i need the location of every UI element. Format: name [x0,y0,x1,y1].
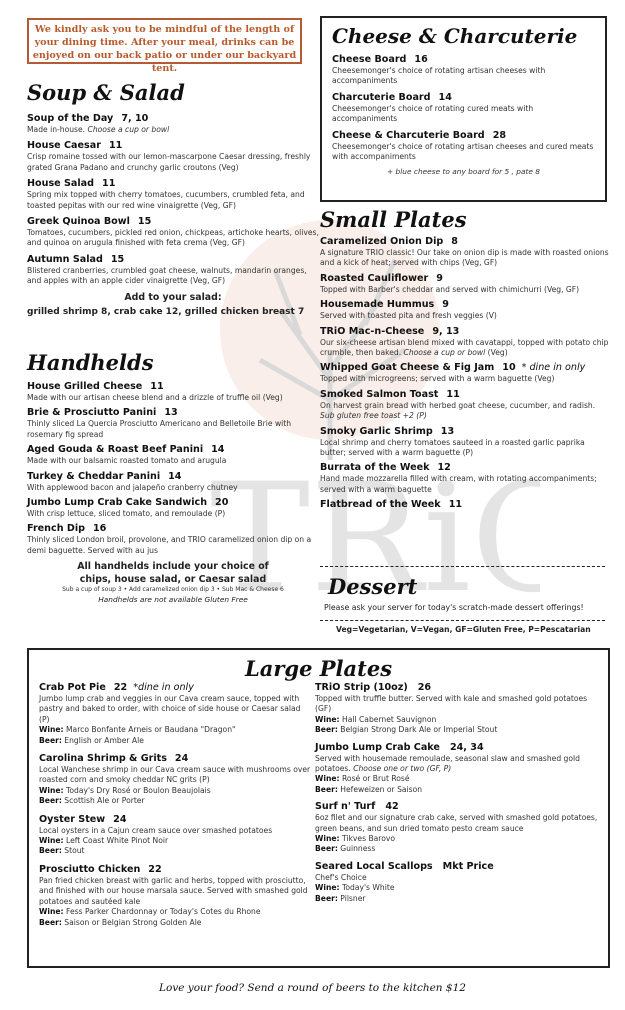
small-plate-item [320,326,610,359]
large-plate-wine-pairing [315,883,605,893]
cheese-item-name: Charcuterie Board [332,91,431,103]
large-plate-item [315,801,605,855]
handheld-item-name: French Dip [27,523,85,535]
small-plate-item-desc [320,474,610,495]
large-plate-beer-pairing [39,796,311,806]
small-plate-item-name: Whipped Goat Cheese & Fig Jam [320,362,495,374]
footer-kitchen-beer: Love your food? Send a round of beers to the kitchen $12 [159,982,466,994]
soup-item-desc [27,152,319,173]
large-plate-item-name: Jumbo Lump Crab Cake [315,741,440,753]
cheese-item-desc [332,104,595,125]
small-plate-item-desc-tail: (Veg) [485,348,508,358]
small-plate-item-desc-text: Local shrimp and cherry tomatoes sauteed in a roasted garlic paprika butter; served with a warm baguette (P) [320,437,585,458]
beer-value: Guinness [340,844,376,854]
soup-item-name: House Salad [27,178,95,190]
large-plate-item-desc [39,694,311,725]
soup-item-name: Greek Quinoa Bowl [27,216,130,228]
small-plate-item-name: TRiO Mac-n-Cheese [320,325,425,337]
small-plate-item-desc-italic: Sub gluten free toast +2 (P) [320,411,427,421]
wine-value: Marco Bonfante Arneis or Baudana "Dragon" [66,725,236,735]
cheese-item [332,92,595,125]
soup-item-price: 11 [108,140,123,152]
beer-label: Beer: [39,846,62,856]
cheese-item [332,54,595,87]
small-plate-item [320,299,610,321]
large-plate-wine-pairing [315,715,605,725]
handheld-item [27,523,319,556]
small-plate-item-desc [320,311,610,321]
large-plates-title: Large Plates [244,656,393,681]
large-plate-item-name: Oyster Stew [39,813,106,825]
handheld-item-desc-text: With applewood bacon and jalapeño cranberry chutney [27,482,238,492]
large-plate-item-name: Seared Local Scallops [315,860,433,872]
large-plate-item-desc [315,813,605,834]
dessert-bottom-divider [320,620,605,621]
large-plate-item [39,682,311,746]
handheld-item-desc-text: Made with our balsamic roasted tomato and arugula [27,456,227,466]
soup-item-price: 7, 10 [121,113,149,124]
handheld-item-desc [27,456,319,466]
handheld-choice-line2: chips, house salad, or Caesar salad [79,574,267,586]
large-plate-item-desc-text: Chef's Choice [315,872,367,882]
small-plate-item [320,462,610,495]
large-plate-beer-pairing [315,894,605,904]
small-plate-item-price: 11 [448,499,463,511]
handheld-item [27,444,319,466]
large-plate-item-desc-text: Served with housemade remoulade, seasonal slaw and smashed gold potatoes. [315,753,580,774]
small-plate-item-desc-text: Hand made mozzarella filled with cream, with rotating accompaniments; served with a warm baguette [320,474,597,494]
small-plate-item-name: Smoky Garlic Shrimp [320,425,433,437]
large-plate-item [39,814,311,857]
handheld-item-name: Jumbo Lump Crab Cake Sandwich [27,497,208,509]
large-plate-item-name: Prosciutto Chicken [39,863,141,875]
small-plate-item-name: Caramelized Onion Dip [320,236,444,247]
cheese-item [332,130,595,163]
handheld-item-desc-text: Thinly sliced London broil, provolone, and TRIO caramelized onion dip on a demi baguette. Served with au jus [27,535,312,555]
large-plate-item-desc-text: Jumbo lump crab and veggies in our Cava cream sauce, topped with pastry and baked to order, with choice of side house or Caesar salad (P) [39,694,301,724]
small-plate-item-price: 13 [440,425,455,437]
small-plate-item-price: 9, 13 [432,325,460,337]
wine-value: Tikves Barovo [342,834,396,844]
small-plate-item [320,499,610,511]
handhelds-title: Handhelds [27,350,154,375]
soup-item-desc-text: Blistered cranberries, crumbled goat cheese, walnuts, mandarin oranges, and apples with an apple cider vinaigrette (Veg, GF) [27,265,307,286]
handheld-item-name: House Grilled Cheese [27,381,143,392]
handheld-item-name: Aged Gouda & Roast Beef Panini [27,444,204,456]
beer-value: Stout [64,846,85,856]
soup-item-price: 11 [102,178,116,190]
soup-item [27,216,319,249]
handheld-item-price: 14 [168,470,182,482]
soup-item-name: Autumn Salad [27,253,103,265]
small-plate-item [320,362,610,384]
large-plate-beer-pairing [315,725,605,735]
soup-salad-section [27,80,319,317]
handheld-item-price: 11 [150,381,164,392]
small-plate-item-price: 12 [437,462,451,474]
wine-label: Wine: [315,834,340,844]
soup-salad-title: Soup & Salad [27,80,185,105]
small-plate-item-name: Smoked Salmon Toast [320,388,439,400]
large-plate-wine-pairing [39,786,311,796]
large-plate-item [39,864,311,928]
large-plate-item-name: TRiO Strip (10oz) [315,682,408,693]
large-plate-item-tag: *dine in only [133,682,194,693]
cheese-charcuterie-section [320,16,607,202]
small-plate-item-desc-italic: Choose a cup or bowl [403,348,486,358]
large-plate-item-desc-text: Local Wanchese shrimp in our Cava cream sauce with mushrooms over roasted corn and smoky cheddar NC grits (P) [39,765,311,785]
large-plate-item [315,861,605,904]
small-plate-item-desc [320,338,610,359]
cheese-item-name: Cheese Board [332,54,407,65]
cheese-item-desc-text: Cheesemonger's choice of rotating artisan cheeses and cured meats with accompaniments [332,141,594,162]
cheese-item-desc [332,66,595,87]
large-plate-wine-pairing [39,907,311,917]
small-plates-title: Small Plates [320,207,467,232]
cheese-item-name: Cheese & Charcuterie Board [332,129,485,141]
beer-label: Beer: [39,796,62,806]
large-plate-beer-pairing [315,844,605,854]
large-plate-item-desc [315,694,605,715]
wine-label: Wine: [39,836,64,846]
handheld-item-desc-text: With crisp lettuce, sliced tomato, and remoulade (P) [27,509,226,519]
large-plate-beer-pairing [315,785,605,795]
wine-label: Wine: [39,907,64,917]
small-plate-item-name: Flatbread of the Week [320,499,441,511]
large-plate-item-price: Mkt Price [442,860,494,872]
small-plate-item-desc-text: Served with toasted pita and fresh veggies (V) [320,311,497,321]
large-plate-item-name: Carolina Shrimp & Grits [39,753,167,765]
handheld-item-price: 13 [164,407,178,419]
small-plate-item-desc-text: A signature TRIO classic! Our take on onion dip is made with roasted onions and a kick of heat; served with chips (Veg, GF) [320,248,609,268]
beer-label: Beer: [315,893,338,903]
dining-time-notice: We kindly ask you to be mindful of the length of your dining time. After your meal, drinks can be enjoyed on our back patio or under our backyard tent. [27,18,302,64]
beer-label: Beer: [315,784,338,794]
wine-value: Today's White [342,883,395,893]
small-plate-item-price: 8 [451,236,458,247]
small-plate-item-desc [320,438,610,459]
soup-item-desc [27,125,319,135]
small-plate-item-price: 9 [436,272,443,284]
soup-item [27,254,319,287]
large-plate-item-price: 26 [417,682,432,693]
soup-item-price: 15 [137,216,152,228]
wine-value: Rosé or Brut Rosé [342,774,410,784]
large-plate-item-desc [39,876,311,907]
large-plate-item-desc-text: Local oysters in a Cajun cream sauce over smashed potatoes [39,825,273,835]
dessert-title: Dessert [328,574,418,599]
handheld-choice-line1: All handhelds include your choice of [77,561,269,573]
large-plate-item [315,682,605,736]
cheese-item-desc-text: Cheesemonger's choice of rotating cured meats with accompaniments [332,103,534,124]
large-plate-wine-pairing [39,725,311,735]
beer-value: Belgian Strong Dark Ale or Imperial Stout [340,725,498,735]
wine-value: Hall Cabernet Sauvignon [342,714,437,724]
large-plate-item-price: 24, 34 [449,741,484,753]
handheld-item [27,381,319,403]
large-plate-beer-pairing [39,846,311,856]
dessert-top-divider [320,566,605,567]
handheld-item [27,407,319,440]
large-plate-item-desc-text: Topped with truffle butter. Served with kale and smashed gold potatoes (GF) [315,694,588,714]
large-plate-wine-pairing [39,836,311,846]
beer-value: Scottish Ale or Porter [64,796,145,806]
handheld-item-desc-text: Made with our artisan cheese blend and a drizzle of truffle oil (Veg) [27,393,283,402]
large-plates-section [27,648,610,968]
small-plate-item [320,389,610,422]
watermark-text: TRiO [210,452,540,610]
handheld-item-desc [27,393,319,403]
soup-item-desc-italic: Choose a cup or bowl [87,125,170,134]
cheese-title: Cheese & Charcuterie [332,24,578,48]
large-plate-item-desc-italic: Choose one or two (GF, P) [353,764,452,774]
small-plate-item-desc-text: On harvest grain bread with herbed goat cheese, cucumber, and radish. [320,400,596,410]
soup-item-desc [27,190,319,211]
small-plate-item-desc [320,248,610,269]
handheld-item-name: Turkey & Cheddar Panini [27,470,161,482]
handheld-item-desc [27,483,319,493]
soup-item-price: 15 [110,253,125,265]
large-plate-item-price: 42 [385,801,399,813]
large-plate-item-desc [39,826,311,836]
beer-value: English or Amber Ale [64,735,144,745]
small-plate-item [320,236,610,269]
handheld-item-price: 14 [211,444,225,456]
handheld-item [27,497,319,519]
handheld-item-price: 16 [92,523,107,535]
small-plate-item [320,273,610,295]
small-plate-item-name: Housemade Hummus [320,299,435,311]
beer-value: Hefeweizen or Saison [340,784,423,794]
large-plate-item-desc [39,765,311,786]
large-plate-item-price: 22 [148,863,162,875]
cheese-item-price: 14 [438,91,452,103]
small-plate-item-price: 10 [502,362,516,374]
small-plate-item-tag: * dine in only [521,362,586,374]
small-plate-item-desc-text: Topped with Barber's cheddar and served with chimichurri (Veg, GF) [320,284,580,294]
large-plate-item-price: 24 [174,753,189,765]
small-plate-item-name: Burrata of the Week [320,462,430,474]
soup-item-desc-text: Crisp romaine tossed with our lemon-mascarpone Caesar dressing, freshly grated Grana Padano and crunchy garlic croutons (Veg) [27,152,311,172]
small-plate-item-desc-text: Topped with microgreens; served with a warm baguette (Veg) [320,374,555,384]
large-plate-item-desc [315,754,605,775]
large-plate-item-name: Crab Pot Pie [39,682,106,693]
wine-value: Today's Dry Rosé or Boulon Beaujolais [66,785,211,795]
soup-item [27,178,319,211]
small-plate-item-desc [320,374,610,384]
small-plate-item-price: 11 [446,388,460,400]
cheese-item-desc-text: Cheesemonger's choice of rotating artisan cheeses with accompaniments [332,66,546,86]
cheese-note: + blue cheese to any board for 5 , pate 8 [387,167,540,177]
large-plate-item-price: 24 [113,813,127,825]
beer-value: Pilsner [340,893,366,903]
large-plate-item-desc-text: 6oz filet and our signature crab cake, served with smashed gold potatoes, green beans, and sun dried tomato pesto cream sauce [315,813,598,833]
large-plate-item-desc-text: Pan fried chicken breast with garlic and herbs, topped with prosciutto, and finished with our house marsala sauce. Served with smashed gold potatoes and sautéed kale [39,875,308,906]
handheld-item-desc [27,535,319,556]
large-plate-item-price: 22 [113,682,128,693]
add-to-salad-title: Add to your salad: [124,291,222,303]
handheld-item-desc [27,509,319,519]
large-plate-beer-pairing [39,736,311,746]
handheld-item-name: Brie & Prosciutto Panini [27,407,157,419]
small-plates-section [320,207,610,515]
small-plate-item-desc [320,285,610,295]
large-plate-beer-pairing [39,918,311,928]
dessert-desc: Please ask your server for today's scratch-made dessert offerings! [324,603,584,612]
cheese-item-price: 28 [492,129,507,141]
wine-value: Fess Parker Chardonnay or Today's Cotes du Rhone [66,907,261,917]
beer-label: Beer: [39,735,62,745]
small-plate-item-name: Roasted Cauliflower [320,272,429,284]
small-plate-item-price: 9 [442,299,449,311]
beer-label: Beer: [315,844,338,854]
handheld-item-desc-text: Thinly sliced La Quercia Prosciutto Americano and Belletoile Brie with rosemary fig spread [27,419,292,439]
large-plate-item [315,742,605,796]
soup-item-name: Soup of the Day [27,113,114,124]
soup-item-name: House Caesar [27,140,101,152]
soup-item [27,140,319,173]
wine-label: Wine: [315,883,340,893]
handheld-gf-note: Handhelds are not available Gluten Free [98,595,248,605]
large-plate-item-desc [315,873,605,883]
beer-label: Beer: [315,725,338,735]
large-plate-wine-pairing [315,774,605,784]
small-plate-item-desc [320,401,610,422]
handheld-item-desc [27,419,319,440]
handhelds-section [27,350,319,604]
dessert-section [320,566,610,634]
large-plate-item-name: Surf n' Turf [315,801,376,813]
soup-item-desc [27,228,319,249]
wine-label: Wine: [39,785,64,795]
beer-label: Beer: [39,917,62,927]
small-plate-item [320,426,610,459]
diet-legend: Veg=Vegetarian, V=Vegan, GF=Gluten Free, P=Pescatarian [336,625,591,634]
soup-item [27,113,319,135]
beer-value: Saison or Belgian Strong Golden Ale [64,917,202,927]
handheld-sub-note: Sub a cup of soup 3 • Add caramelized onion dip 3 • Sub Mac & Cheese 6 [62,586,284,594]
soup-item-desc-text: Tomatoes, cucumbers, pickled red onion, chickpeas, artichoke hearts, olives, and quinoa on arugula finished with feta crema (Veg, GF) [27,228,319,248]
large-plate-wine-pairing [315,834,605,844]
cheese-item-price: 16 [414,54,428,65]
handheld-item [27,471,319,493]
large-plate-item [39,753,311,807]
small-plate-item-desc-text: Our six-cheese artisan blend mixed with cavatappi, topped with potato chip crumble, then baked. [320,337,609,358]
add-to-salad-items: grilled shrimp 8, crab cake 12, grilled chicken breast 7 [27,306,305,317]
wine-value: Left Coast White Pinot Noir [66,836,169,846]
wine-label: Wine: [315,774,340,784]
soup-item-desc-text: Spring mix topped with cherry tomatoes, cucumbers, crumbled feta, and toasted pepitas with our red wine vinaigrette (Veg, GF) [27,190,305,210]
handheld-item-price: 20 [215,497,229,509]
cheese-item-desc [332,142,595,163]
soup-item-desc [27,266,319,287]
wine-label: Wine: [315,714,340,724]
wine-label: Wine: [39,725,64,735]
soup-item-desc-text: Made in-house. [27,125,88,134]
